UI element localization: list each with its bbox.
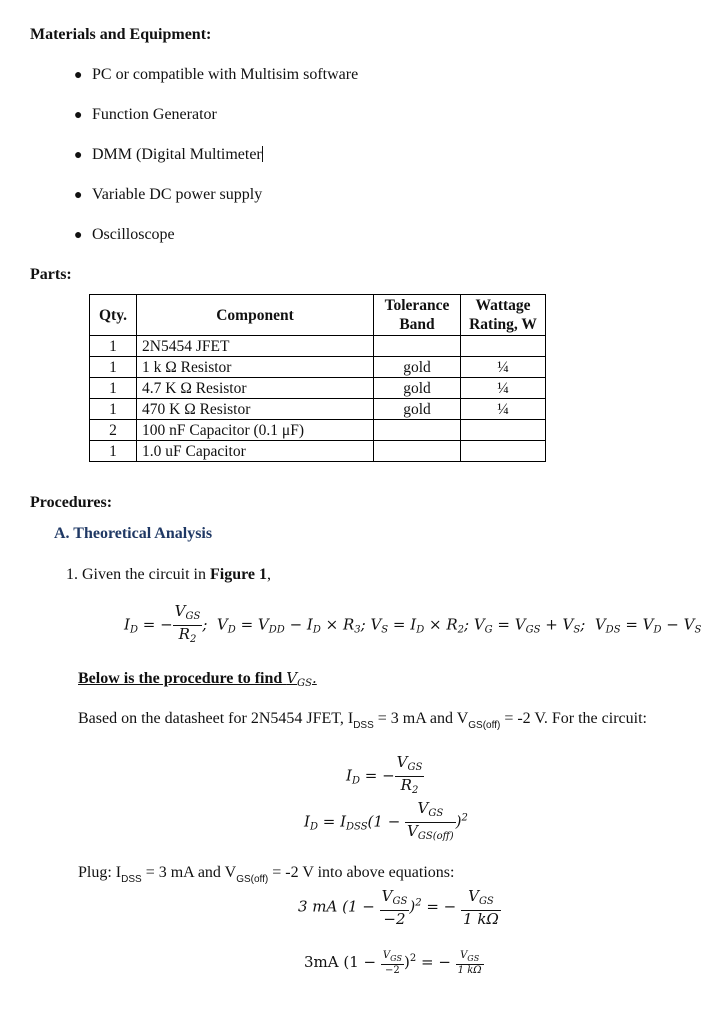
text-cursor — [262, 146, 263, 162]
table-header-row — [90, 295, 546, 336]
plug-text: Plug: $I_{DSS} = 3$ mA and $V_{GS(off)} = -2$ V into above equations: — [78, 864, 455, 885]
list-item: ● DMM (Digital Multimeter — [74, 146, 262, 163]
column-header: Wattage Rating, W — [461, 295, 546, 336]
cell-tolerance: gold — [374, 378, 461, 399]
cell-tolerance: gold — [374, 357, 461, 378]
table-row — [90, 441, 546, 462]
procedure-heading: Below is the procedure to find $V_{GS}$. — [78, 669, 317, 689]
bullet-icon: ● — [74, 108, 83, 123]
cell-wattage — [461, 420, 546, 441]
cell-component: 4.7 K Ω Resistor — [137, 378, 374, 399]
parts-heading: Parts: — [30, 266, 72, 283]
table-row — [90, 378, 546, 399]
cell-qty: 1 — [90, 336, 137, 357]
cell-component: 470 K Ω Resistor — [137, 399, 374, 420]
datasheet-text: Based on the datasheet for 2N5454 JFET, $I_{DSS} = 3$ mA and $V_{GS(off)} = -2$ V. For the circuit: — [78, 710, 647, 731]
cell-wattage: ¼ — [461, 399, 546, 420]
cell-component: 1 k Ω Resistor — [137, 357, 374, 378]
table-row — [90, 399, 546, 420]
cell-wattage: ¼ — [461, 378, 546, 399]
section-subheading: A. Theoretical Analysis — [54, 525, 213, 542]
step-1-text: 1. Given the circuit in Figure 1, — [66, 566, 271, 583]
cell-qty: 1 — [90, 378, 137, 399]
bullet-icon: ● — [74, 188, 83, 203]
cell-qty: 1 — [90, 441, 137, 462]
cell-wattage: ¼ — [461, 357, 546, 378]
cell-wattage — [461, 441, 546, 462]
cell-qty: 1 — [90, 399, 137, 420]
equation-line: $I_D$ = − $\frac{V_{GS}}{R_2}$ ; $V_D = V_{DD} - I_D \times R_3$; $V_S = I_D \times R_2$; $V_G = V_{GS} + V_S$; $V_{DS} = V_D - V_S$ — [124, 602, 702, 645]
equation-substituted: 3 mA (1 − $\frac{V_{GS}}{-2}$ )$^2$ = − $\frac{V_{GS}}{1 k\Omega}$ — [298, 887, 499, 928]
list-item: ● PC or compatible with Multisim software — [74, 66, 359, 83]
cell-component: 1.0 uF Capacitor — [137, 441, 374, 462]
bullet-icon: ● — [74, 228, 83, 243]
equation-substituted-small: 3mA (1 − $\frac{V_{GS}}{-2}$ )$^2$ = − $\frac{V_{GS}}{1 k\Omega}$ — [304, 950, 482, 976]
materials-heading: Materials and Equipment: — [30, 26, 212, 43]
cell-qty: 1 — [90, 357, 137, 378]
table-row — [90, 357, 546, 378]
cell-qty: 2 — [90, 420, 137, 441]
equation-shockley: $I_D = I_{DSS}(1$ − $\frac{V_{GS}}{V_{GS(off)}}$ )$^2$ — [304, 799, 468, 842]
bullet-icon: ● — [74, 148, 83, 163]
cell-component: 100 nF Capacitor (0.1 μF) — [137, 420, 374, 441]
cell-tolerance — [374, 336, 461, 357]
table-row — [90, 420, 546, 441]
equation-id: $I_D$ = − $\frac{V_{GS}}{R_2}$ — [346, 753, 423, 796]
column-header: Tolerance Band — [374, 295, 461, 336]
list-item: ● Function Generator — [74, 106, 217, 123]
cell-component: 2N5454 JFET — [137, 336, 374, 357]
cell-tolerance — [374, 441, 461, 462]
list-item: ● Variable DC power supply — [74, 186, 263, 203]
bullet-icon: ● — [74, 68, 83, 83]
parts-table — [89, 294, 546, 462]
column-header: Qty. — [90, 295, 137, 336]
figure-reference: Figure 1 — [209, 566, 267, 583]
cell-tolerance: gold — [374, 399, 461, 420]
list-item: ● Oscilloscope — [74, 226, 175, 243]
cell-tolerance — [374, 420, 461, 441]
cell-wattage — [461, 336, 546, 357]
table-row — [90, 336, 546, 357]
column-header: Component — [137, 295, 374, 336]
procedures-heading: Procedures: — [30, 494, 113, 511]
